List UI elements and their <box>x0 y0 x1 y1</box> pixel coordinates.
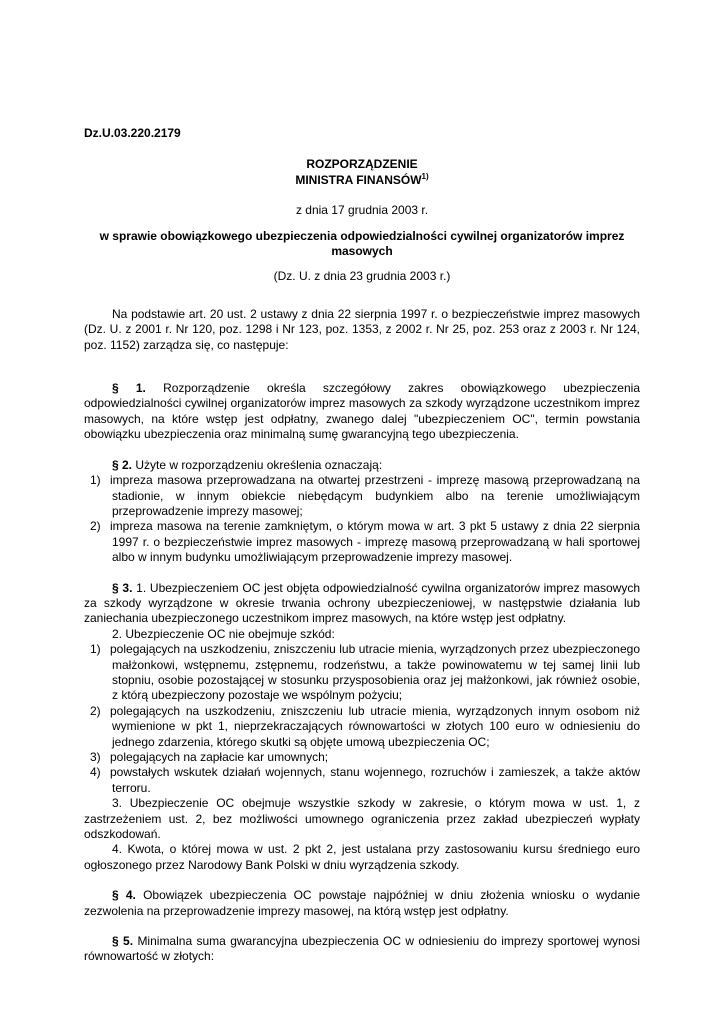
date-line: z dnia 17 grudnia 2003 r. <box>295 203 429 218</box>
document-title-line1: ROZPORZĄDZENIE <box>306 157 418 172</box>
list-item-number: 1) <box>90 473 101 488</box>
list-item-s2-1 <box>84 473 640 519</box>
document-title-line2 <box>84 173 640 188</box>
section-3 <box>84 581 640 874</box>
list-item-s3-3 <box>84 750 640 765</box>
section-1-text: Rozporządzenie określa szczegółowy zakres obowiązkowego ubezpieczenia odpowiedzialności cywilnej organizatorów imprez masowych za szkody wyrządzone uczestnikom imprez masowych, na które wstęp jest odpłatny, zwanego dalej "ubezpieczeniem OC", termin powstania obowiązku ubezpieczenia oraz minimalną sumę gwarancyjną tego ubezpieczenia. <box>84 381 640 442</box>
section-3-ust4: 4. Kwota, o której mowa w ust. 2 pkt 2, jest ustalana przy zastosowaniu kursu średniego euro ogłoszonego przez Narodowy Bank Polski w dniu wyrządzenia szkody. <box>84 842 640 872</box>
section-4-paragraph <box>84 888 640 919</box>
section-3-ust2-intro: 2. Ubezpieczenie OC nie obejmuje szkód: <box>112 626 335 641</box>
section-4 <box>84 888 640 919</box>
section-2-intro-text: Użyte w rozporządzeniu określenia oznaczają: <box>135 457 383 472</box>
section-5-paragraph <box>84 934 640 965</box>
list-item-s2-2 <box>84 519 640 565</box>
section-4-text: Obowiązek ubezpieczenia OC powstaje najpóźniej w dniu złożenia wniosku o wydanie zezwolenia na przeprowadzenie imprezy masowej, na którą wstęp jest odpłatny. <box>84 888 641 918</box>
section-3-ust1-text: 1. Ubezpieczeniem OC jest objęta odpowiedzialność cywilna organizatorów imprez masowych za szkody wyrządzone w okresie trwania ochrony ubezpieczeniowej, w następstwie działania lub zaniechania ubezpieczonego uczestnikom imprez masowych, na które wstęp jest odpłatny. <box>84 580 641 626</box>
section-4-number: § 4. <box>112 888 136 903</box>
list-item-text: polegających na zapłacie kar umownych; <box>110 750 329 764</box>
section-1-number: § 1. <box>112 381 146 396</box>
list-item-number: 4) <box>90 765 101 780</box>
title-text: MINISTRA FINANSÓW <box>295 172 422 187</box>
docket-number: Dz.U.03.220.2179 <box>84 126 181 140</box>
section-3-number: § 3. <box>112 580 133 595</box>
section-3-ust1 <box>84 581 640 627</box>
list-item-number: 3) <box>90 750 101 764</box>
list-item-s3-1 <box>84 642 640 704</box>
section-2-number: § 2. <box>112 457 133 472</box>
list-item-text: powstałych wskutek działań wojennych, stanu wojennego, rozruchów i zamieszek, a także aktów terroru. <box>110 765 640 795</box>
list-item-text: impreza masowa przeprowadzana na otwartej przestrzeni - imprezę masową przeprowadzaną na stadionie, w innym obiekcie niebędącym budynkiem albo na terenie umożliwiającym przeprowadzenie imprezy masowej; <box>110 473 640 518</box>
section-5 <box>84 934 640 965</box>
list-item-s3-2 <box>84 704 640 750</box>
list-item-text: polegających na uszkodzeniu, zniszczeniu lub utracie mienia, wyrządzonych przez ubezpieczonego małżonkowi, wstępnemu, zstępnemu, rodzeństwu, a także powinowatemu w tej samej linii lub stopniu, osobie pozostającej w stosunku przysposobienia oraz jej małżonkowi, jak również osobie, z którą ubezpieczony pozostaje we wspólnym pożyciu; <box>110 642 640 703</box>
section-2-intro <box>84 458 640 473</box>
section-5-number: § 5. <box>112 934 134 949</box>
list-item-s3-4 <box>84 765 640 796</box>
list-item-text: polegających na uszkodzeniu, zniszczeniu lub utracie mienia, wyrządzonych innym osobom niż wymienione w pkt 1, nieprzekraczających równowartości w złotych 100 euro w odniesieniu do jednego zdarzenia, którego skutki są objęte umową ubezpieczenia OC; <box>110 703 640 749</box>
list-item-number: 2) <box>90 703 101 718</box>
section-5-text: Minimalna suma gwarancyjna ubezpieczenia OC w odniesieniu do imprezy sportowej wynosi równowartość w złotych: <box>84 934 641 964</box>
publication-line: (Dz. U. z dnia 23 grudnia 2003 r.) <box>273 269 451 284</box>
section-1-paragraph <box>84 381 640 443</box>
section-1 <box>84 381 640 443</box>
list-item-number: 2) <box>90 519 101 534</box>
section-3-ust3: 3. Ubezpieczenie OC obejmuje wszystkie szkody w zakresie, o którym mowa w ust. 1, z zastrzeżeniem ust. 2, bez możliwości umownego ograniczenia przez zakład ubezpieczeń wypłaty odszkodowań. <box>84 796 640 842</box>
list-item-number: 1) <box>90 642 101 657</box>
subject-line: w sprawie obowiązkowego ubezpieczenia odpowiedzialności cywilnej organizatorów imprez masowych <box>99 228 625 259</box>
footnote-marker: 1) <box>421 171 429 181</box>
list-item-text: impreza masowa na terenie zamkniętym, o którym mowa w art. 3 pkt 5 ustawy z dnia 22 sierpnia 1997 r. o bezpieczeństwie imprez masowych - imprezę masową przeprowadzaną w hali sportowej albo w innym budynku umożliwiającym przeprowadzenie imprezy masowej. <box>110 519 640 565</box>
preamble-paragraph: Na podstawie art. 20 ust. 2 ustawy z dnia 22 sierpnia 1997 r. o bezpieczeństwie imprez masowych (Dz. U. z 2001 r. Nr 120, poz. 1298 i Nr 123, poz. 1353, z 2002 r. Nr 25, poz. 253 oraz z 2003 r. Nr 124, poz. 1152) zarządza się, co następuje: <box>84 306 640 352</box>
section-2 <box>84 458 640 566</box>
title-block <box>84 157 640 188</box>
